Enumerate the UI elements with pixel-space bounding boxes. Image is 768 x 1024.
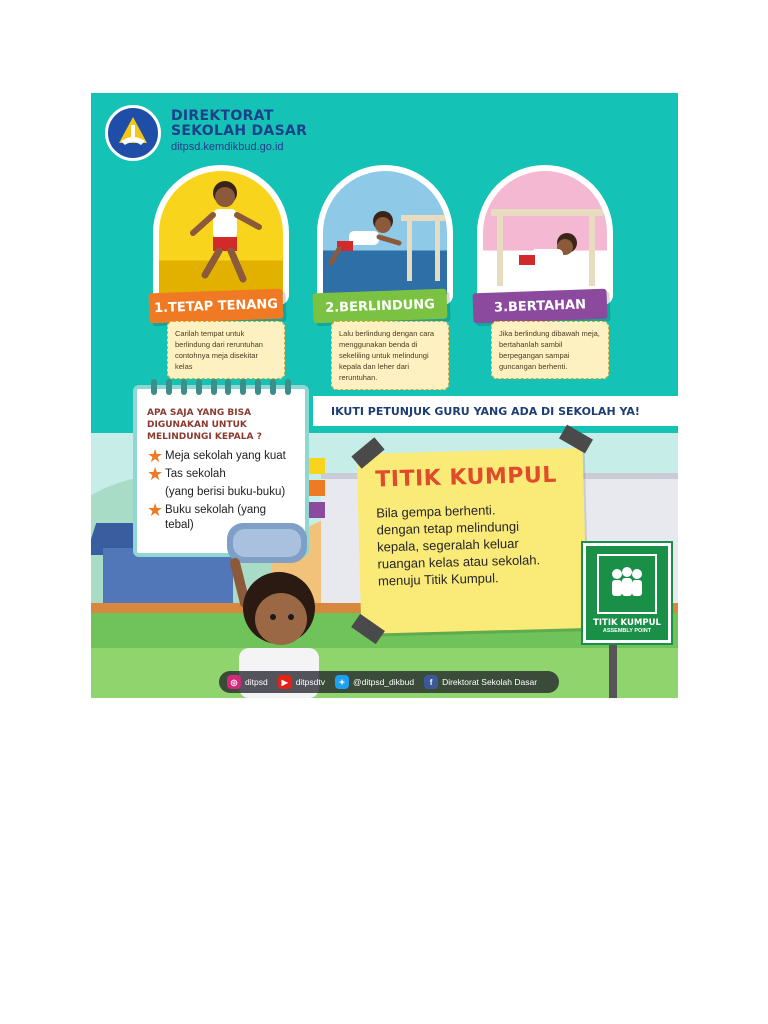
assembly-card-body — [376, 500, 568, 590]
child-under-table-icon — [483, 171, 607, 299]
organization-name — [171, 109, 307, 153]
assembly-line: menuju Titik Kumpul. — [377, 570, 499, 589]
assembly-card-title: TITIK KUMPUL — [375, 462, 558, 493]
social-facebook[interactable] — [424, 675, 537, 689]
step-illustration-frame — [317, 165, 453, 305]
tut-wuri-handayani-icon — [113, 113, 153, 153]
instagram-handle: ditpsd — [245, 677, 268, 687]
social-youtube[interactable] — [278, 675, 325, 689]
org-line-2: SEKOLAH DASAR — [171, 123, 308, 139]
ministry-logo — [105, 105, 161, 161]
facebook-handle: Direktorat Sekolah Dasar — [442, 677, 538, 687]
step-card-1 — [153, 165, 293, 371]
step-illustration-frame — [477, 165, 613, 305]
group-people-icon — [597, 554, 657, 614]
running-child-icon — [159, 171, 283, 299]
list-item — [147, 446, 295, 466]
assembly-line: dengan tetap melindungi — [376, 518, 520, 538]
step-note: Lalu berlindung dengan cara menggunakan benda di sekeliling untuk melindungi kepala dan leher dari reruntuhan. — [331, 321, 449, 390]
youtube-icon: ▶ — [278, 675, 292, 689]
star-icon: ★ — [147, 446, 164, 466]
assembly-line: Bila gempa berhenti. — [376, 502, 496, 521]
poster — [91, 93, 678, 698]
facebook-icon: f — [424, 675, 438, 689]
step-note: Jika berlindung dibawah meja, bertahanlah sambil berpegangan sampai guncangan berhenti. — [491, 321, 609, 379]
step-illustration — [159, 171, 283, 299]
teacher-instruction-banner: IKUTI PETUNJUK GURU YANG ADA DI SEKOLAH YA! — [313, 396, 678, 426]
twitter-icon: ✦ — [335, 675, 349, 689]
step-label-banner: 2.BERLINDUNG — [313, 289, 448, 324]
social-instagram[interactable] — [227, 675, 268, 689]
list-item-text: Meja sekolah yang kuat — [165, 450, 286, 462]
assembly-point-sign — [583, 543, 671, 643]
step-card-3 — [477, 165, 617, 371]
step-illustration — [323, 171, 447, 299]
notebook-rings — [151, 379, 291, 395]
step-illustration-frame — [153, 165, 289, 305]
youtube-handle: ditpsdtv — [295, 677, 325, 687]
step-note: Carilah tempat untuk berlindung dari reruntuhan contohnya meja disekitar kelas — [167, 321, 285, 379]
colored-tabs — [309, 458, 325, 524]
social-media-bar — [219, 671, 559, 693]
org-url: ditpsd.kemdikbud.go.id — [171, 141, 284, 153]
assembly-info-card — [357, 448, 588, 634]
instagram-icon: ◎ — [227, 675, 241, 689]
step-card-2 — [317, 165, 457, 382]
step-label-banner: 1.TETAP TENANG — [149, 289, 284, 324]
list-item-text: Tas sekolah — [165, 468, 226, 480]
step-label-banner: 3.BERTAHAN — [473, 289, 608, 324]
crawling-to-table-icon — [323, 171, 447, 299]
sign-title: TITIK KUMPUL — [593, 618, 661, 628]
org-line-1: DIREKTORAT — [171, 108, 274, 124]
star-icon: ★ — [147, 464, 164, 484]
step-illustration — [483, 171, 607, 299]
assembly-line: ruangan kelas atau sekolah. — [377, 552, 541, 572]
star-icon: ★ — [147, 500, 164, 520]
social-twitter[interactable] — [335, 675, 414, 689]
list-item — [147, 464, 295, 484]
assembly-line: kepala, segeralah keluar — [376, 535, 519, 555]
notebook-question: APA SAJA YANG BISA DIGUNAKAN UNTUK MELINDUNGI KEPALA ? — [147, 408, 262, 442]
sign-subtitle: ASSEMBLY POINT — [602, 628, 652, 634]
list-item-subtext: (yang berisi buku-buku) — [165, 486, 286, 498]
twitter-handle: @ditpsd_dikbud — [352, 677, 415, 687]
list-item-text: Buku sekolah (yang tebal) — [165, 504, 267, 531]
